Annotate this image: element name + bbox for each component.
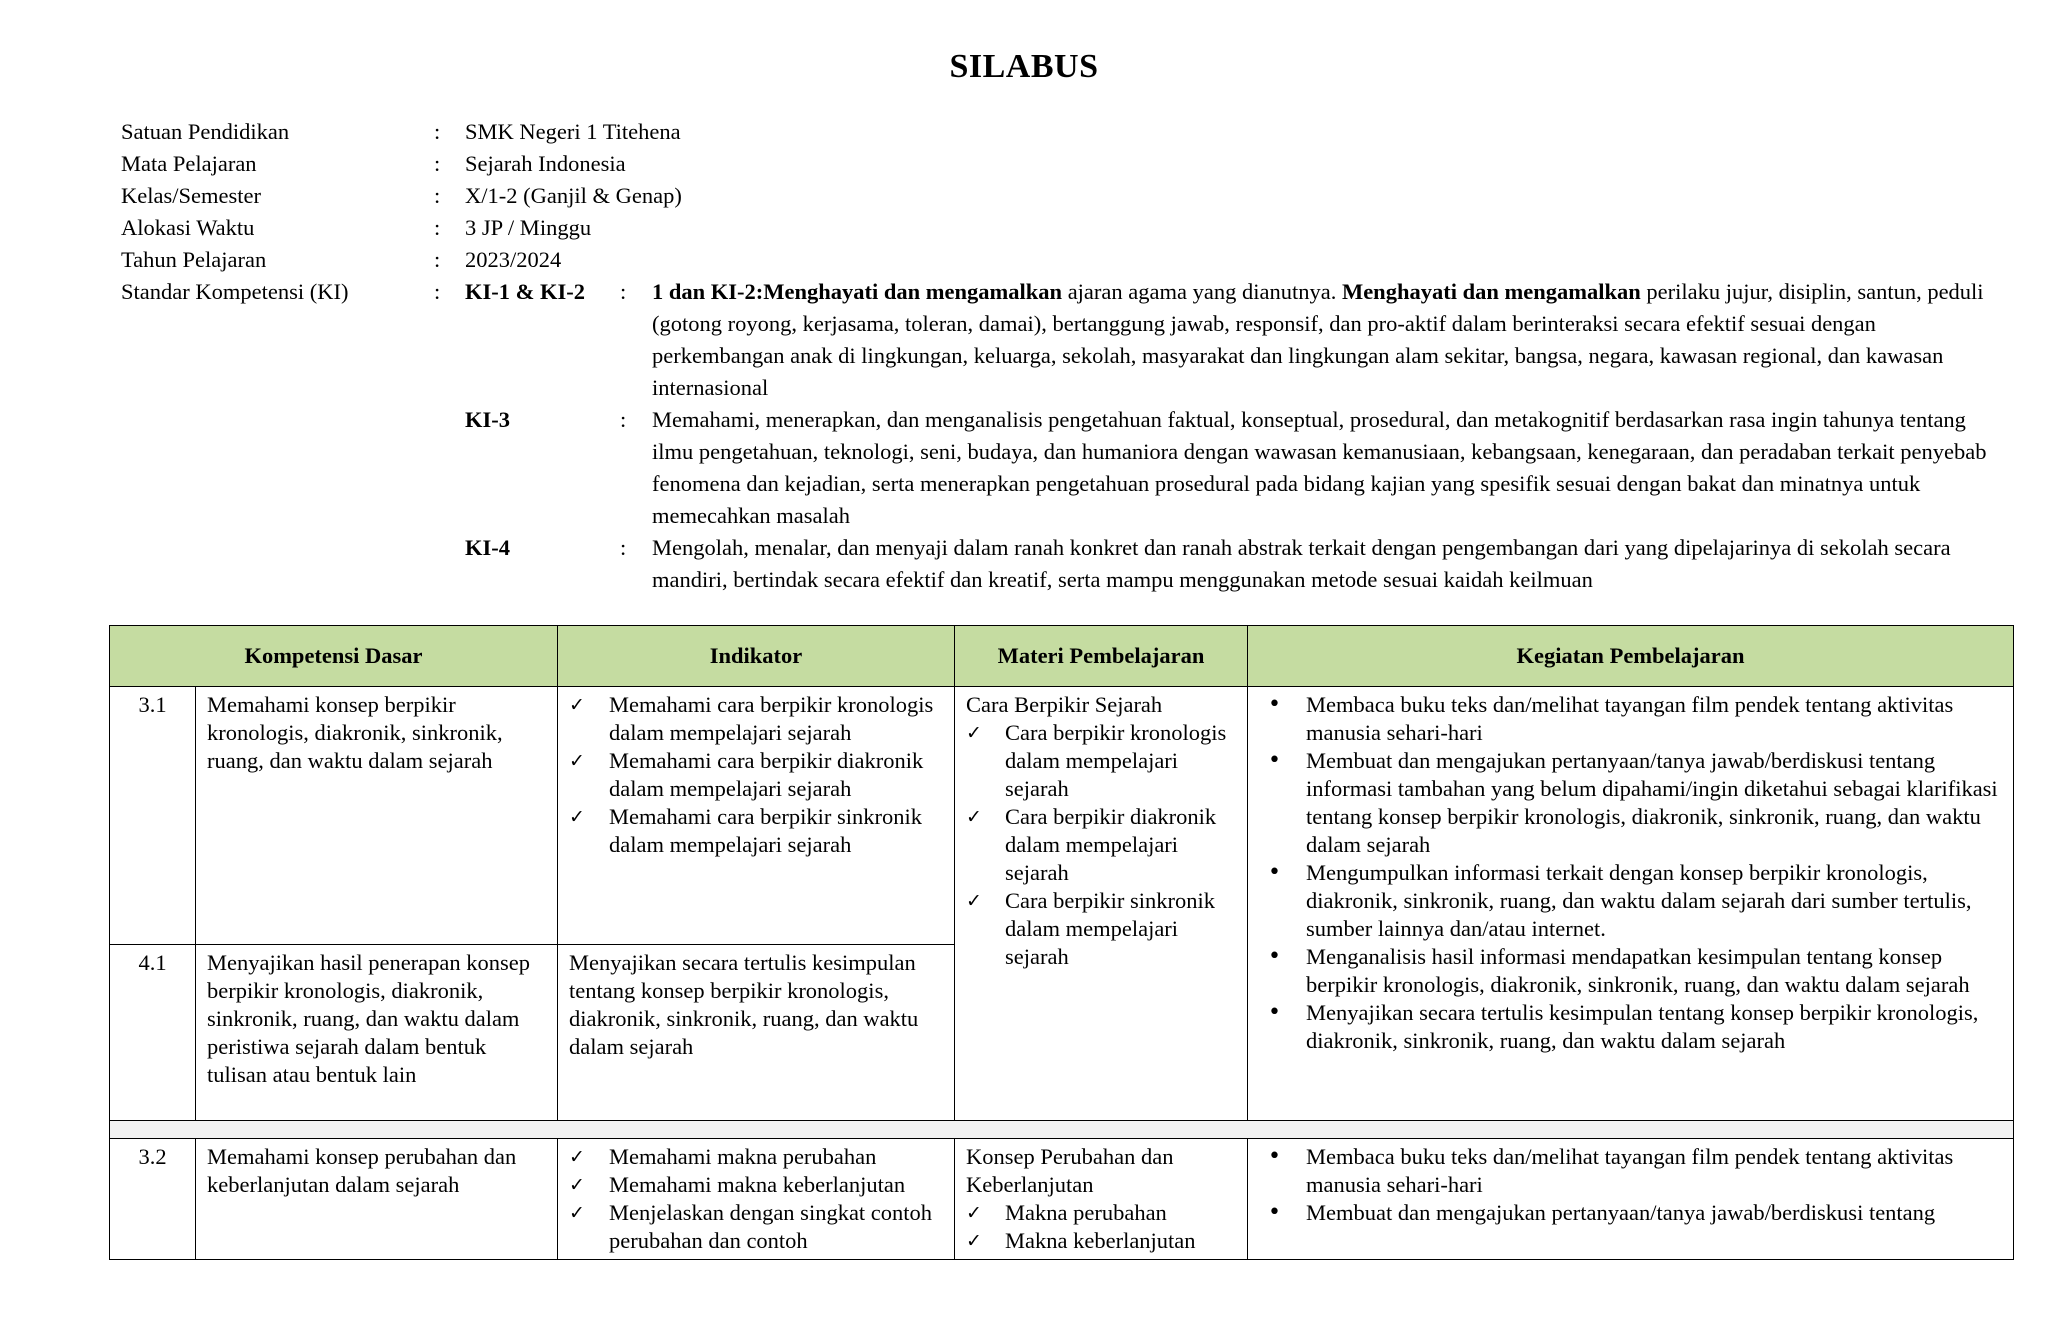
ki-text: Mengolah, menalar, dan menyaji dalam ranah konkret dan ranah abstrak terkait dengan pengembangan dari yang dipelajarinya di sekolah secara mandiri, bertindak secara efektif dan kreatif, serta mampu menggunakan metode sesuai kaidah keilmuan	[652, 535, 1951, 592]
kegiatan-item: • Membuat dan mengajukan pertanyaan/tanya jawab/berdiskusi tentang	[1259, 1199, 2005, 1227]
kegiatan-item: • Membaca buku teks dan/melihat tayangan film pendek tentang aktivitas manusia sehari-hari	[1259, 691, 2005, 747]
indikator-item: ✓ Menjelaskan dengan singkat contoh perubahan dan contoh	[569, 1199, 946, 1255]
table-row	[110, 1139, 2014, 1260]
spacer-row	[110, 1121, 2014, 1139]
materi-title: Konsep Perubahan dan Keberlanjutan	[966, 1144, 1174, 1197]
kd-number: 4.1	[110, 945, 196, 1121]
ki-code: KI-3	[465, 407, 510, 432]
kd-text: Menyajikan hasil penerapan konsep berpikir kronologis, diakronik, sinkronik, ruang, dan waktu dalam peristiwa sejarah dalam bentuk tulisan atau bentuk lain	[196, 945, 558, 1121]
materi-list	[966, 1199, 1239, 1255]
info-value: X/1-2 (Ganjil & Genap)	[465, 183, 682, 208]
indikator-list	[569, 1143, 946, 1255]
table-row	[110, 687, 2014, 945]
indikator-item: ✓ Memahami cara berpikir diakronik dalam mempelajari sejarah	[569, 747, 946, 803]
indikator-item: ✓ Memahami makna keberlanjutan	[569, 1171, 946, 1199]
kegiatan-item: • Mengumpulkan informasi terkait dengan konsep berpikir kronologis, diakronik, sinkronik, ruang, dan waktu dalam sejarah dari sumber tertulis, sumber lainnya dan/atau internet.	[1259, 859, 2005, 943]
info-label: Satuan Pendidikan	[121, 119, 290, 144]
header-indikator: Indikator	[558, 626, 955, 687]
info-label: Alokasi Waktu	[121, 215, 255, 240]
header-kompetensi-dasar: Kompetensi Dasar	[110, 626, 558, 687]
materi-cell	[955, 1139, 1248, 1260]
header-kegiatan-pembelajaran: Kegiatan Pembelajaran	[1248, 626, 2014, 687]
kegiatan-list	[1259, 1143, 2005, 1227]
ki-colon: :	[620, 279, 627, 304]
table-header-row	[110, 626, 2014, 687]
ki-description	[652, 276, 2004, 404]
materi-item: ✓ Cara berpikir diakronik dalam mempelajari sejarah	[966, 803, 1239, 887]
kegiatan-item: • Membaca buku teks dan/melihat tayangan film pendek tentang aktivitas manusia sehari-hari	[1259, 1143, 2005, 1199]
materi-cell	[955, 687, 1248, 1121]
kegiatan-item: • Menyajikan secara tertulis kesimpulan tentang konsep berpikir kronologis, diakronik, sinkronik, ruang, dan waktu dalam sejarah	[1259, 999, 2005, 1055]
ki-text: ajaran agama yang dianutnya.	[1062, 279, 1342, 304]
info-label: Mata Pelajaran	[121, 151, 257, 176]
info-colon: :	[434, 119, 441, 144]
info-label: Tahun Pelajaran	[121, 247, 267, 272]
ki-text: perilaku jujur, disiplin, santun, peduli (gotong royong, kerjasama, toleran, damai), bertanggung jawab, responsif, dan pro-aktif dalam berinteraksi secara efektif sesuai dengan perkembangan anak di lingkungan, keluarga, sekolah, masyarakat dan lingkungan alam sekitar, bangsa, negara, kawasan regional, dan kawasan internasional	[652, 279, 1984, 400]
kegiatan-cell	[1248, 1139, 2014, 1260]
kegiatan-cell	[1248, 687, 2014, 1121]
ki-code: KI-1 & KI-2	[465, 279, 585, 304]
materi-title: Cara Berpikir Sejarah	[966, 692, 1163, 717]
materi-item: ✓ Cara berpikir kronologis dalam mempelajari sejarah	[966, 719, 1239, 803]
indikator-cell: Menyajikan secara tertulis kesimpulan tentang konsep berpikir kronologis, diakronik, sinkronik, ruang, dan waktu dalam sejarah	[558, 945, 955, 1121]
info-colon: :	[434, 151, 441, 176]
info-colon: :	[434, 279, 441, 304]
kd-number: 3.2	[110, 1139, 196, 1260]
info-label: Kelas/Semester	[121, 183, 261, 208]
ki-description	[652, 532, 2004, 596]
kd-text: Memahami konsep berpikir kronologis, diakronik, sinkronik, ruang, dan waktu dalam sejarah	[196, 687, 558, 945]
materi-item: ✓ Cara berpikir sinkronik dalam mempelajari sejarah	[966, 887, 1239, 971]
info-value: 3 JP / Minggu	[465, 215, 592, 240]
kd-text: Memahami konsep perubahan dan keberlanjutan dalam sejarah	[196, 1139, 558, 1260]
info-label: Standar Kompetensi (KI)	[121, 279, 349, 304]
indikator-item: ✓ Memahami cara berpikir sinkronik dalam mempelajari sejarah	[569, 803, 946, 859]
info-colon: :	[434, 183, 441, 208]
header-materi-pembelajaran: Materi Pembelajaran	[955, 626, 1248, 687]
ki-description	[652, 404, 2004, 532]
materi-item: ✓ Makna keberlanjutan	[966, 1227, 1239, 1255]
kegiatan-list	[1259, 691, 2005, 1055]
ki-code: KI-4	[465, 535, 510, 560]
ki-colon: :	[620, 407, 627, 432]
ki-colon: :	[620, 535, 627, 560]
silabus-table	[109, 625, 2014, 1260]
indikator-cell	[558, 1139, 955, 1260]
kegiatan-item: • Membuat dan mengajukan pertanyaan/tanya jawab/berdiskusi tentang informasi tambahan yang belum dipahami/ingin diketahui sebagai klarifikasi tentang konsep berpikir kronologis, diakronik, sinkronik, ruang, dan waktu dalam sejarah	[1259, 747, 2005, 859]
indikator-item: ✓ Memahami makna perubahan	[569, 1143, 946, 1171]
kegiatan-item: • Menganalisis hasil informasi mendapatkan kesimpulan tentang konsep berpikir kronologis, diakronik, sinkronik, ruang, dan waktu dalam sejarah	[1259, 943, 2005, 999]
ki-emphasis: 1 dan KI-2:Menghayati dan mengamalkan	[652, 279, 1063, 304]
ki-text: Memahami, menerapkan, dan menganalisis pengetahuan faktual, konseptual, prosedural, dan metakognitif berdasarkan rasa ingin tahunya tentang ilmu pengetahuan, teknologi, seni, budaya, dan humaniora dengan wawasan kemanusiaan, kebangsaan, kenegaraan, dan peradaban terkait penyebab fenomena dan kejadian, serta menerapkan pengetahuan prosedural pada bidang kajian yang spesifik sesuai dengan bakat dan minatnya untuk memecahkan masalah	[652, 407, 1987, 528]
indikator-cell	[558, 687, 955, 945]
spacer-cell	[110, 1121, 2014, 1139]
ki-emphasis: Menghayati dan mengamalkan	[1341, 279, 1641, 304]
kd-number: 3.1	[110, 687, 196, 945]
document-title: SILABUS	[949, 48, 1099, 85]
materi-list	[966, 719, 1239, 971]
info-value: SMK Negeri 1 Titehena	[465, 119, 681, 144]
info-colon: :	[434, 247, 441, 272]
info-colon: :	[434, 215, 441, 240]
indikator-list	[569, 691, 946, 859]
materi-item: ✓ Makna perubahan	[966, 1199, 1239, 1227]
info-value: Sejarah Indonesia	[465, 151, 626, 176]
indikator-item: ✓ Memahami cara berpikir kronologis dalam mempelajari sejarah	[569, 691, 946, 747]
info-value: 2023/2024	[465, 247, 562, 272]
